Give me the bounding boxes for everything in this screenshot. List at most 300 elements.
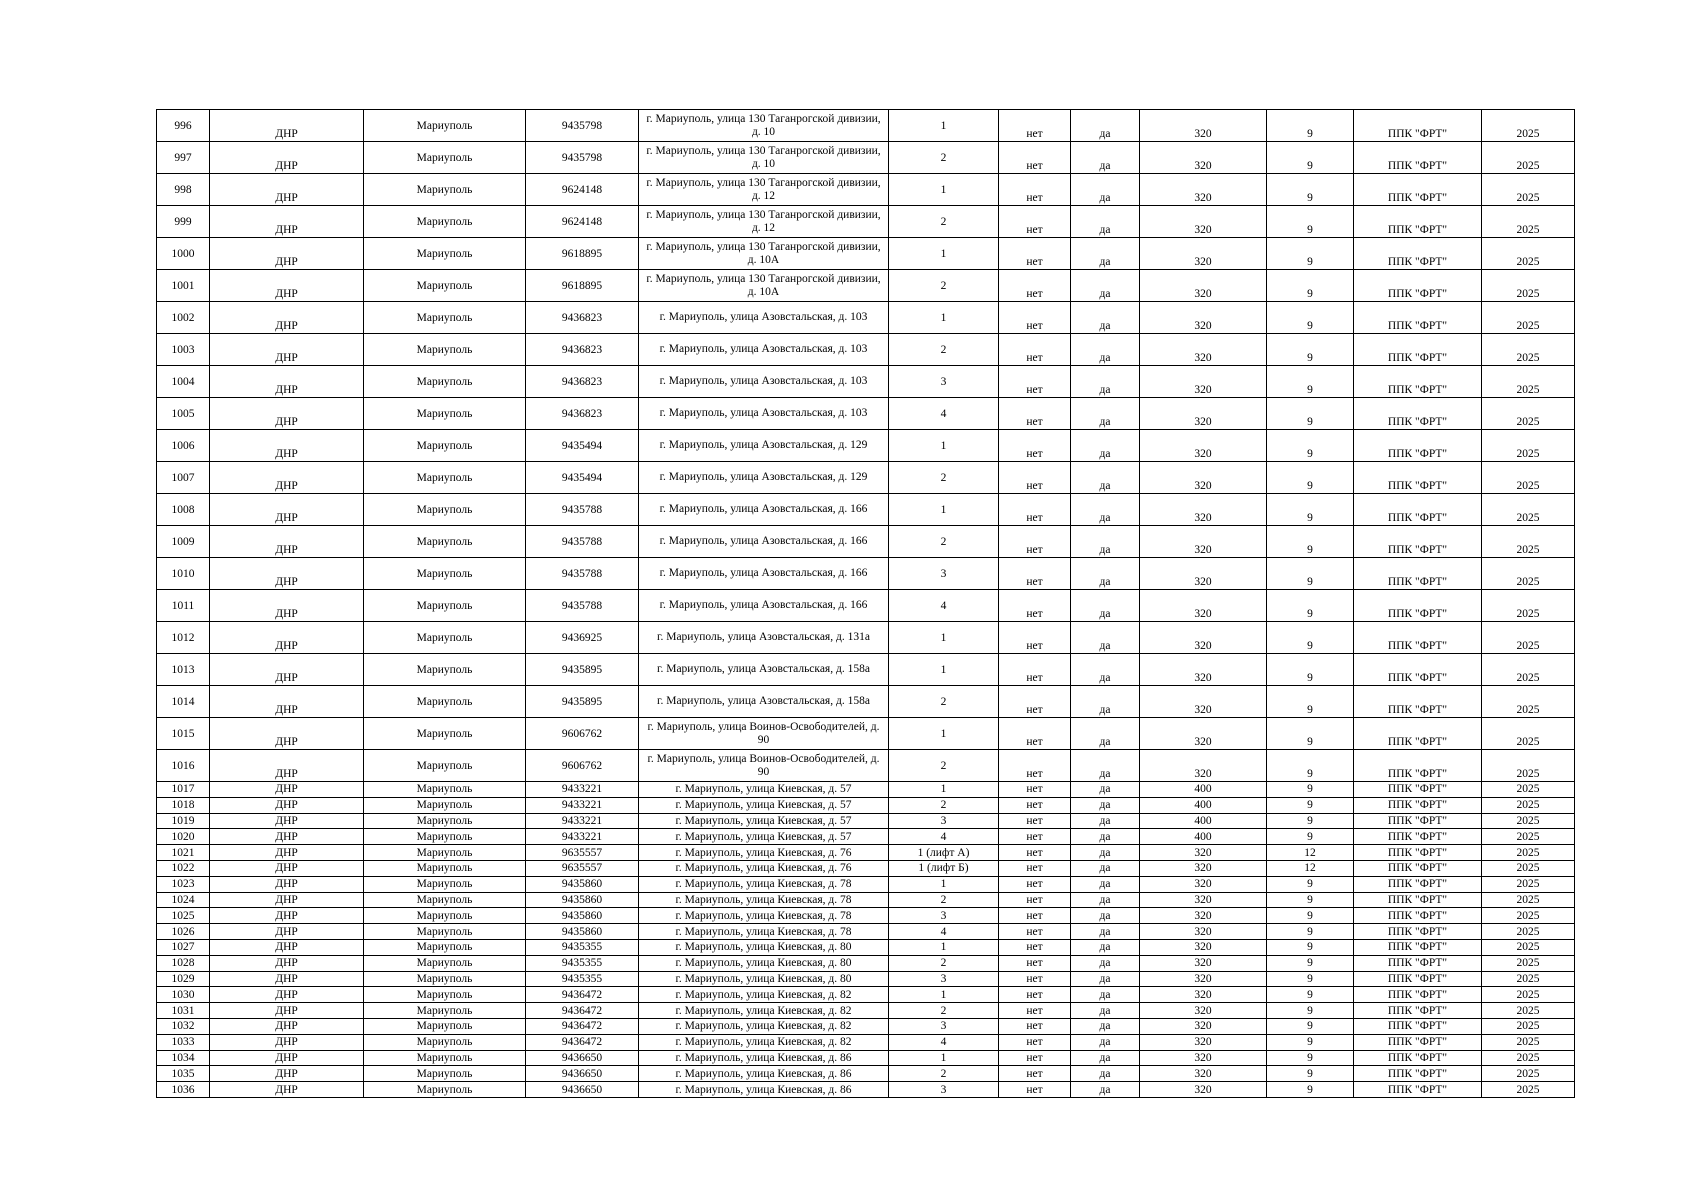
region-cell: ДНР bbox=[210, 302, 364, 334]
row-number-cell: 1034 bbox=[157, 1050, 210, 1066]
machine-flag-cell: да bbox=[1071, 955, 1140, 971]
manufacturer-cell: ППК "ФРТ" bbox=[1354, 1050, 1482, 1066]
year-cell: 2025 bbox=[1482, 1050, 1575, 1066]
year-cell: 2025 bbox=[1482, 462, 1575, 494]
machine-flag-cell: да bbox=[1071, 398, 1140, 430]
row-number-cell: 1007 bbox=[157, 462, 210, 494]
city-cell: Мариуполь bbox=[364, 876, 526, 892]
floors-cell: 9 bbox=[1267, 462, 1354, 494]
table-row bbox=[157, 876, 1575, 892]
city-cell: Мариуполь bbox=[364, 334, 526, 366]
address-cell: г. Мариуполь, улица Киевская, д. 76 bbox=[639, 860, 889, 876]
machine-flag-cell: да bbox=[1071, 110, 1140, 142]
region-cell: ДНР bbox=[210, 829, 364, 845]
load-capacity-cell: 400 bbox=[1140, 813, 1267, 829]
shaft-flag-cell: нет bbox=[999, 860, 1071, 876]
lift-number-cell: 1 (лифт А) bbox=[889, 845, 999, 861]
table-row bbox=[157, 1034, 1575, 1050]
building-id-cell: 9436925 bbox=[526, 622, 639, 654]
machine-flag-cell: да bbox=[1071, 829, 1140, 845]
building-id-cell: 9436650 bbox=[526, 1066, 639, 1082]
city-cell: Мариуполь bbox=[364, 110, 526, 142]
region-cell: ДНР bbox=[210, 845, 364, 861]
row-number-cell: 1024 bbox=[157, 892, 210, 908]
year-cell: 2025 bbox=[1482, 142, 1575, 174]
table-row bbox=[157, 526, 1575, 558]
lift-number-cell: 4 bbox=[889, 1034, 999, 1050]
city-cell: Мариуполь bbox=[364, 398, 526, 430]
floors-cell: 9 bbox=[1267, 797, 1354, 813]
city-cell: Мариуполь bbox=[364, 430, 526, 462]
row-number-cell: 1027 bbox=[157, 939, 210, 955]
shaft-flag-cell: нет bbox=[999, 829, 1071, 845]
table-row bbox=[157, 366, 1575, 398]
lift-number-cell: 1 bbox=[889, 782, 999, 798]
table-row bbox=[157, 238, 1575, 270]
table-row bbox=[157, 939, 1575, 955]
lift-number-cell: 2 bbox=[889, 686, 999, 718]
address-cell: г. Мариуполь, улица Азовстальская, д. 158а bbox=[639, 686, 889, 718]
row-number-cell: 1017 bbox=[157, 782, 210, 798]
city-cell: Мариуполь bbox=[364, 558, 526, 590]
machine-flag-cell: да bbox=[1071, 797, 1140, 813]
region-cell: ДНР bbox=[210, 206, 364, 238]
floors-cell: 9 bbox=[1267, 813, 1354, 829]
table-row bbox=[157, 1066, 1575, 1082]
lift-number-cell: 3 bbox=[889, 1082, 999, 1098]
shaft-flag-cell: нет bbox=[999, 876, 1071, 892]
row-number-cell: 1028 bbox=[157, 955, 210, 971]
table-row bbox=[157, 908, 1575, 924]
manufacturer-cell: ППК "ФРТ" bbox=[1354, 782, 1482, 798]
city-cell: Мариуполь bbox=[364, 782, 526, 798]
row-number-cell: 1002 bbox=[157, 302, 210, 334]
address-cell: г. Мариуполь, улица Киевская, д. 82 bbox=[639, 987, 889, 1003]
address-cell: г. Мариуполь, улица Киевская, д. 78 bbox=[639, 924, 889, 940]
row-number-cell: 1032 bbox=[157, 1018, 210, 1034]
row-number-cell: 1021 bbox=[157, 845, 210, 861]
shaft-flag-cell: нет bbox=[999, 206, 1071, 238]
row-number-cell: 1009 bbox=[157, 526, 210, 558]
floors-cell: 12 bbox=[1267, 845, 1354, 861]
row-number-cell: 1025 bbox=[157, 908, 210, 924]
building-id-cell: 9435788 bbox=[526, 494, 639, 526]
manufacturer-cell: ППК "ФРТ" bbox=[1354, 718, 1482, 750]
table-row bbox=[157, 845, 1575, 861]
year-cell: 2025 bbox=[1482, 813, 1575, 829]
machine-flag-cell: да bbox=[1071, 845, 1140, 861]
table-row bbox=[157, 860, 1575, 876]
load-capacity-cell: 320 bbox=[1140, 1003, 1267, 1019]
floors-cell: 9 bbox=[1267, 924, 1354, 940]
load-capacity-cell: 320 bbox=[1140, 876, 1267, 892]
manufacturer-cell: ППК "ФРТ" bbox=[1354, 750, 1482, 782]
city-cell: Мариуполь bbox=[364, 1050, 526, 1066]
manufacturer-cell: ППК "ФРТ" bbox=[1354, 238, 1482, 270]
address-cell: г. Мариуполь, улица 130 Таганрогской дивизии, д. 10 bbox=[639, 110, 889, 142]
row-number-cell: 1022 bbox=[157, 860, 210, 876]
lift-number-cell: 3 bbox=[889, 366, 999, 398]
address-cell: г. Мариуполь, улица Азовстальская, д. 166 bbox=[639, 526, 889, 558]
city-cell: Мариуполь bbox=[364, 1018, 526, 1034]
address-cell: г. Мариуполь, улица Киевская, д. 82 bbox=[639, 1018, 889, 1034]
manufacturer-cell: ППК "ФРТ" bbox=[1354, 654, 1482, 686]
floors-cell: 9 bbox=[1267, 686, 1354, 718]
manufacturer-cell: ППК "ФРТ" bbox=[1354, 334, 1482, 366]
building-id-cell: 9436472 bbox=[526, 987, 639, 1003]
shaft-flag-cell: нет bbox=[999, 462, 1071, 494]
floors-cell: 9 bbox=[1267, 750, 1354, 782]
city-cell: Мариуполь bbox=[364, 494, 526, 526]
year-cell: 2025 bbox=[1482, 892, 1575, 908]
region-cell: ДНР bbox=[210, 813, 364, 829]
manufacturer-cell: ППК "ФРТ" bbox=[1354, 845, 1482, 861]
manufacturer-cell: ППК "ФРТ" bbox=[1354, 924, 1482, 940]
table-row bbox=[157, 955, 1575, 971]
building-id-cell: 9436823 bbox=[526, 334, 639, 366]
shaft-flag-cell: нет bbox=[999, 971, 1071, 987]
address-cell: г. Мариуполь, улица 130 Таганрогской дивизии, д. 10А bbox=[639, 238, 889, 270]
load-capacity-cell: 320 bbox=[1140, 1066, 1267, 1082]
row-number-cell: 1004 bbox=[157, 366, 210, 398]
manufacturer-cell: ППК "ФРТ" bbox=[1354, 1082, 1482, 1098]
machine-flag-cell: да bbox=[1071, 718, 1140, 750]
load-capacity-cell: 320 bbox=[1140, 366, 1267, 398]
shaft-flag-cell: нет bbox=[999, 813, 1071, 829]
region-cell: ДНР bbox=[210, 718, 364, 750]
lift-number-cell: 1 bbox=[889, 622, 999, 654]
floors-cell: 9 bbox=[1267, 1003, 1354, 1019]
shaft-flag-cell: нет bbox=[999, 924, 1071, 940]
load-capacity-cell: 320 bbox=[1140, 1034, 1267, 1050]
building-id-cell: 9436650 bbox=[526, 1082, 639, 1098]
building-id-cell: 9433221 bbox=[526, 797, 639, 813]
load-capacity-cell: 320 bbox=[1140, 654, 1267, 686]
region-cell: ДНР bbox=[210, 782, 364, 798]
city-cell: Мариуполь bbox=[364, 1066, 526, 1082]
year-cell: 2025 bbox=[1482, 206, 1575, 238]
region-cell: ДНР bbox=[210, 955, 364, 971]
year-cell: 2025 bbox=[1482, 939, 1575, 955]
table-row bbox=[157, 1018, 1575, 1034]
table-body bbox=[157, 110, 1575, 1098]
shaft-flag-cell: нет bbox=[999, 398, 1071, 430]
year-cell: 2025 bbox=[1482, 876, 1575, 892]
load-capacity-cell: 320 bbox=[1140, 845, 1267, 861]
building-id-cell: 9435494 bbox=[526, 462, 639, 494]
building-id-cell: 9436472 bbox=[526, 1003, 639, 1019]
load-capacity-cell: 320 bbox=[1140, 238, 1267, 270]
machine-flag-cell: да bbox=[1071, 892, 1140, 908]
shaft-flag-cell: нет bbox=[999, 142, 1071, 174]
table-row bbox=[157, 654, 1575, 686]
shaft-flag-cell: нет bbox=[999, 1018, 1071, 1034]
load-capacity-cell: 320 bbox=[1140, 939, 1267, 955]
region-cell: ДНР bbox=[210, 654, 364, 686]
table-row bbox=[157, 110, 1575, 142]
machine-flag-cell: да bbox=[1071, 206, 1140, 238]
table-row bbox=[157, 622, 1575, 654]
building-id-cell: 9635557 bbox=[526, 845, 639, 861]
machine-flag-cell: да bbox=[1071, 860, 1140, 876]
year-cell: 2025 bbox=[1482, 987, 1575, 1003]
floors-cell: 9 bbox=[1267, 430, 1354, 462]
city-cell: Мариуполь bbox=[364, 860, 526, 876]
load-capacity-cell: 320 bbox=[1140, 860, 1267, 876]
city-cell: Мариуполь bbox=[364, 955, 526, 971]
table-row bbox=[157, 971, 1575, 987]
floors-cell: 9 bbox=[1267, 939, 1354, 955]
address-cell: г. Мариуполь, улица 130 Таганрогской дивизии, д. 10А bbox=[639, 270, 889, 302]
shaft-flag-cell: нет bbox=[999, 955, 1071, 971]
year-cell: 2025 bbox=[1482, 334, 1575, 366]
row-number-cell: 1014 bbox=[157, 686, 210, 718]
region-cell: ДНР bbox=[210, 971, 364, 987]
manufacturer-cell: ППК "ФРТ" bbox=[1354, 110, 1482, 142]
city-cell: Мариуполь bbox=[364, 718, 526, 750]
lift-number-cell: 4 bbox=[889, 924, 999, 940]
city-cell: Мариуполь bbox=[364, 1082, 526, 1098]
building-id-cell: 9435860 bbox=[526, 924, 639, 940]
building-id-cell: 9435860 bbox=[526, 892, 639, 908]
lift-number-cell: 2 bbox=[889, 892, 999, 908]
address-cell: г. Мариуполь, улица Азовстальская, д. 129 bbox=[639, 462, 889, 494]
region-cell: ДНР bbox=[210, 238, 364, 270]
building-id-cell: 9435355 bbox=[526, 955, 639, 971]
year-cell: 2025 bbox=[1482, 908, 1575, 924]
year-cell: 2025 bbox=[1482, 1082, 1575, 1098]
shaft-flag-cell: нет bbox=[999, 270, 1071, 302]
row-number-cell: 1035 bbox=[157, 1066, 210, 1082]
row-number-cell: 1005 bbox=[157, 398, 210, 430]
shaft-flag-cell: нет bbox=[999, 686, 1071, 718]
machine-flag-cell: да bbox=[1071, 813, 1140, 829]
floors-cell: 9 bbox=[1267, 366, 1354, 398]
machine-flag-cell: да bbox=[1071, 971, 1140, 987]
region-cell: ДНР bbox=[210, 494, 364, 526]
machine-flag-cell: да bbox=[1071, 876, 1140, 892]
building-id-cell: 9435895 bbox=[526, 654, 639, 686]
row-number-cell: 1013 bbox=[157, 654, 210, 686]
city-cell: Мариуполь bbox=[364, 797, 526, 813]
city-cell: Мариуполь bbox=[364, 142, 526, 174]
building-id-cell: 9433221 bbox=[526, 813, 639, 829]
lift-number-cell: 2 bbox=[889, 526, 999, 558]
lift-number-cell: 4 bbox=[889, 590, 999, 622]
building-id-cell: 9435895 bbox=[526, 686, 639, 718]
building-id-cell: 9624148 bbox=[526, 206, 639, 238]
manufacturer-cell: ППК "ФРТ" bbox=[1354, 174, 1482, 206]
shaft-flag-cell: нет bbox=[999, 1066, 1071, 1082]
year-cell: 2025 bbox=[1482, 797, 1575, 813]
lift-number-cell: 2 bbox=[889, 142, 999, 174]
shaft-flag-cell: нет bbox=[999, 654, 1071, 686]
building-id-cell: 9618895 bbox=[526, 238, 639, 270]
building-id-cell: 9435494 bbox=[526, 430, 639, 462]
table-row bbox=[157, 892, 1575, 908]
machine-flag-cell: да bbox=[1071, 908, 1140, 924]
lift-number-cell: 1 bbox=[889, 174, 999, 206]
floors-cell: 9 bbox=[1267, 1082, 1354, 1098]
manufacturer-cell: ППК "ФРТ" bbox=[1354, 622, 1482, 654]
address-cell: г. Мариуполь, улица Киевская, д. 86 bbox=[639, 1066, 889, 1082]
address-cell: г. Мариуполь, улица 130 Таганрогской дивизии, д. 12 bbox=[639, 174, 889, 206]
row-number-cell: 1015 bbox=[157, 718, 210, 750]
city-cell: Мариуполь bbox=[364, 590, 526, 622]
city-cell: Мариуполь bbox=[364, 174, 526, 206]
floors-cell: 12 bbox=[1267, 860, 1354, 876]
shaft-flag-cell: нет bbox=[999, 558, 1071, 590]
table-row bbox=[157, 1003, 1575, 1019]
floors-cell: 9 bbox=[1267, 110, 1354, 142]
shaft-flag-cell: нет bbox=[999, 622, 1071, 654]
load-capacity-cell: 320 bbox=[1140, 686, 1267, 718]
address-cell: г. Мариуполь, улица Киевская, д. 57 bbox=[639, 797, 889, 813]
table-row bbox=[157, 142, 1575, 174]
load-capacity-cell: 320 bbox=[1140, 142, 1267, 174]
manufacturer-cell: ППК "ФРТ" bbox=[1354, 1034, 1482, 1050]
building-id-cell: 9436823 bbox=[526, 398, 639, 430]
machine-flag-cell: да bbox=[1071, 1066, 1140, 1082]
region-cell: ДНР bbox=[210, 142, 364, 174]
year-cell: 2025 bbox=[1482, 302, 1575, 334]
lift-number-cell: 1 bbox=[889, 876, 999, 892]
year-cell: 2025 bbox=[1482, 270, 1575, 302]
machine-flag-cell: да bbox=[1071, 1050, 1140, 1066]
lift-number-cell: 1 bbox=[889, 302, 999, 334]
year-cell: 2025 bbox=[1482, 526, 1575, 558]
machine-flag-cell: да bbox=[1071, 238, 1140, 270]
city-cell: Мариуполь bbox=[364, 892, 526, 908]
address-cell: г. Мариуполь, улица Киевская, д. 82 bbox=[639, 1003, 889, 1019]
building-id-cell: 9606762 bbox=[526, 718, 639, 750]
load-capacity-cell: 320 bbox=[1140, 526, 1267, 558]
machine-flag-cell: да bbox=[1071, 1034, 1140, 1050]
row-number-cell: 999 bbox=[157, 206, 210, 238]
shaft-flag-cell: нет bbox=[999, 1050, 1071, 1066]
lift-number-cell: 1 bbox=[889, 987, 999, 1003]
floors-cell: 9 bbox=[1267, 971, 1354, 987]
row-number-cell: 1020 bbox=[157, 829, 210, 845]
year-cell: 2025 bbox=[1482, 718, 1575, 750]
row-number-cell: 1008 bbox=[157, 494, 210, 526]
lift-number-cell: 1 bbox=[889, 1050, 999, 1066]
shaft-flag-cell: нет bbox=[999, 110, 1071, 142]
region-cell: ДНР bbox=[210, 876, 364, 892]
machine-flag-cell: да bbox=[1071, 558, 1140, 590]
row-number-cell: 1036 bbox=[157, 1082, 210, 1098]
floors-cell: 9 bbox=[1267, 526, 1354, 558]
row-number-cell: 1000 bbox=[157, 238, 210, 270]
city-cell: Мариуполь bbox=[364, 924, 526, 940]
shaft-flag-cell: нет bbox=[999, 430, 1071, 462]
manufacturer-cell: ППК "ФРТ" bbox=[1354, 829, 1482, 845]
floors-cell: 9 bbox=[1267, 334, 1354, 366]
load-capacity-cell: 320 bbox=[1140, 430, 1267, 462]
table-row bbox=[157, 750, 1575, 782]
city-cell: Мариуполь bbox=[364, 302, 526, 334]
building-id-cell: 9435788 bbox=[526, 590, 639, 622]
city-cell: Мариуполь bbox=[364, 654, 526, 686]
load-capacity-cell: 400 bbox=[1140, 782, 1267, 798]
load-capacity-cell: 320 bbox=[1140, 971, 1267, 987]
manufacturer-cell: ППК "ФРТ" bbox=[1354, 494, 1482, 526]
manufacturer-cell: ППК "ФРТ" bbox=[1354, 987, 1482, 1003]
table-row bbox=[157, 782, 1575, 798]
shaft-flag-cell: нет bbox=[999, 908, 1071, 924]
year-cell: 2025 bbox=[1482, 955, 1575, 971]
region-cell: ДНР bbox=[210, 1003, 364, 1019]
machine-flag-cell: да bbox=[1071, 590, 1140, 622]
load-capacity-cell: 320 bbox=[1140, 302, 1267, 334]
lift-number-cell: 3 bbox=[889, 971, 999, 987]
row-number-cell: 998 bbox=[157, 174, 210, 206]
manufacturer-cell: ППК "ФРТ" bbox=[1354, 1003, 1482, 1019]
row-number-cell: 997 bbox=[157, 142, 210, 174]
machine-flag-cell: да bbox=[1071, 494, 1140, 526]
machine-flag-cell: да bbox=[1071, 174, 1140, 206]
city-cell: Мариуполь bbox=[364, 908, 526, 924]
manufacturer-cell: ППК "ФРТ" bbox=[1354, 206, 1482, 238]
floors-cell: 9 bbox=[1267, 1066, 1354, 1082]
address-cell: г. Мариуполь, улица 130 Таганрогской дивизии, д. 10 bbox=[639, 142, 889, 174]
address-cell: г. Мариуполь, улица Воинов-Освободителей, д. 90 bbox=[639, 750, 889, 782]
year-cell: 2025 bbox=[1482, 860, 1575, 876]
building-id-cell: 9435798 bbox=[526, 142, 639, 174]
manufacturer-cell: ППК "ФРТ" bbox=[1354, 971, 1482, 987]
building-id-cell: 9435860 bbox=[526, 876, 639, 892]
year-cell: 2025 bbox=[1482, 750, 1575, 782]
region-cell: ДНР bbox=[210, 398, 364, 430]
floors-cell: 9 bbox=[1267, 558, 1354, 590]
address-cell: г. Мариуполь, улица Киевская, д. 80 bbox=[639, 955, 889, 971]
year-cell: 2025 bbox=[1482, 1034, 1575, 1050]
shaft-flag-cell: нет bbox=[999, 718, 1071, 750]
year-cell: 2025 bbox=[1482, 686, 1575, 718]
machine-flag-cell: да bbox=[1071, 1018, 1140, 1034]
shaft-flag-cell: нет bbox=[999, 797, 1071, 813]
shaft-flag-cell: нет bbox=[999, 238, 1071, 270]
shaft-flag-cell: нет bbox=[999, 494, 1071, 526]
address-cell: г. Мариуполь, улица Азовстальская, д. 166 bbox=[639, 590, 889, 622]
region-cell: ДНР bbox=[210, 1018, 364, 1034]
row-number-cell: 1031 bbox=[157, 1003, 210, 1019]
address-cell: г. Мариуполь, улица Азовстальская, д. 103 bbox=[639, 334, 889, 366]
table-row bbox=[157, 494, 1575, 526]
building-id-cell: 9435860 bbox=[526, 908, 639, 924]
row-number-cell: 996 bbox=[157, 110, 210, 142]
floors-cell: 9 bbox=[1267, 398, 1354, 430]
shaft-flag-cell: нет bbox=[999, 1003, 1071, 1019]
table-row bbox=[157, 987, 1575, 1003]
city-cell: Мариуполь bbox=[364, 939, 526, 955]
manufacturer-cell: ППК "ФРТ" bbox=[1354, 860, 1482, 876]
table-row bbox=[157, 558, 1575, 590]
building-id-cell: 9435788 bbox=[526, 558, 639, 590]
load-capacity-cell: 320 bbox=[1140, 924, 1267, 940]
load-capacity-cell: 320 bbox=[1140, 334, 1267, 366]
load-capacity-cell: 320 bbox=[1140, 908, 1267, 924]
load-capacity-cell: 320 bbox=[1140, 462, 1267, 494]
load-capacity-cell: 320 bbox=[1140, 558, 1267, 590]
shaft-flag-cell: нет bbox=[999, 174, 1071, 206]
machine-flag-cell: да bbox=[1071, 924, 1140, 940]
load-capacity-cell: 400 bbox=[1140, 829, 1267, 845]
machine-flag-cell: да bbox=[1071, 366, 1140, 398]
load-capacity-cell: 320 bbox=[1140, 494, 1267, 526]
address-cell: г. Мариуполь, улица Киевская, д. 78 bbox=[639, 892, 889, 908]
city-cell: Мариуполь bbox=[364, 622, 526, 654]
